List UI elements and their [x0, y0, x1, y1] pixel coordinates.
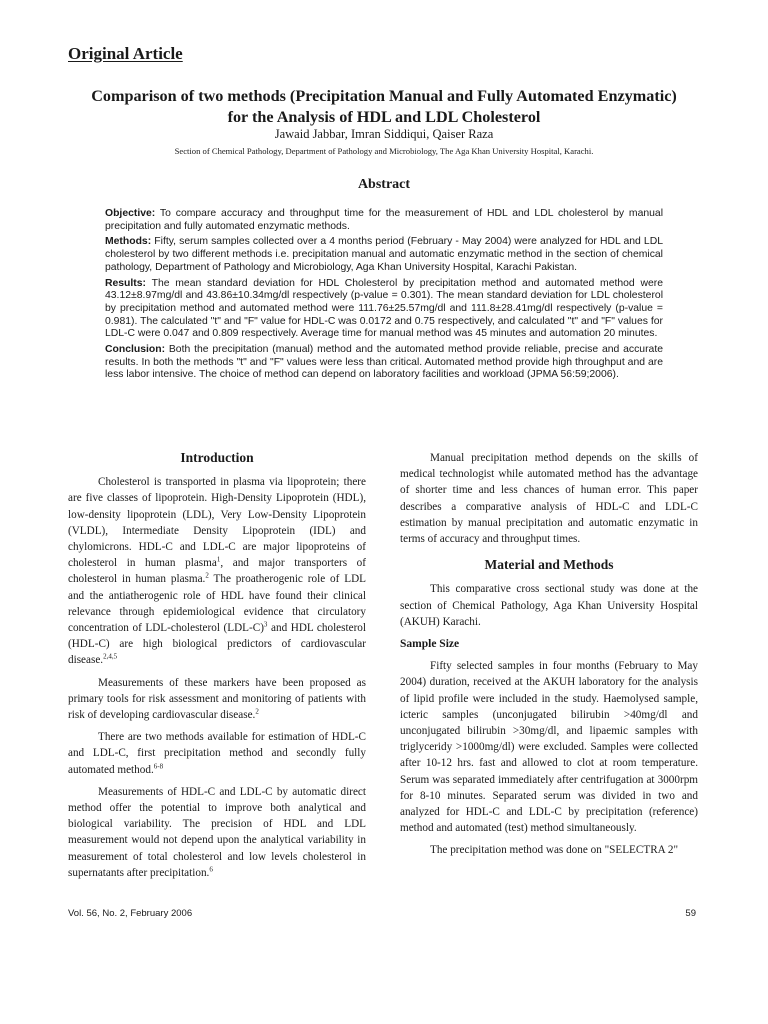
results-text: The mean standard deviation for HDL Cholesterol by precipitation method and automated method were 43.12±8.97mg/dl and 43.86±10.34mg/dl respectively (p-value = 0.301). The mean standard deviation for LDL cholesterol by precipitation method and automated method were 111.76±25.57mg/dl and 111.8±28.41mg/dl respectively (p-value = 0.981). The calculated "t" and "F" value for HDL-C was 0.0172 and 0.75 respectively, and calculated "t" and "F" values for LDL-C were 0.047 and 0.809 respectively. Average time for manual method was 45 minutes and automation 20 minutes. [105, 277, 663, 340]
citation-ref: 1 [216, 555, 221, 564]
intro-paragraph-4 [68, 784, 366, 881]
abstract-conclusion [105, 344, 663, 382]
intro-p2-text: Measurements of these markers have been proposed as primary tools for risk assessment and monitoring of patients with risk of developing cardiovascular disease. [68, 676, 366, 722]
citation-ref: 2,4,5 [103, 652, 118, 661]
methods-label: Methods: [105, 236, 152, 248]
intro-paragraph-1 [68, 474, 366, 668]
abstract-objective [105, 208, 663, 233]
material-methods-heading: Material and Methods [484, 557, 614, 573]
intro-p1-text-c: The proatherogenic role of LDL and the antiatherogenic role of HDL have found their clinical relevance through epidemiological evidence that circulatory concentration of LDL-cholesterol (LDL-C) [68, 573, 366, 635]
journal-volume-footer: Vol. 56, No. 2, February 2006 [68, 908, 193, 919]
intro-p1-text-b: , and major transporters of cholesterol in human plasma. [68, 557, 366, 586]
methods-paragraph-1: This comparative cross sectional study was done at the section of Chemical Pathology, Aga Khan University Hospital (AKUH) Karachi. [400, 583, 698, 628]
citation-ref: 6 [209, 865, 213, 874]
citation-ref: 3 [263, 620, 268, 629]
citation-ref: 2 [255, 707, 259, 716]
intro-paragraph-3 [68, 729, 366, 778]
citation-ref: 2 [205, 571, 209, 580]
intro-paragraph-5: Manual precipitation method depends on the skills of medical technologist while automated method has the advantage of shorter time and less chances of human error. This paper describes a comparative analysis of HDL-C and LDL-C estimation by manual precipitation and automatic enzymatic in terms of accuracy and throughput times. [400, 452, 698, 546]
conclusion-label: Conclusion: [105, 344, 166, 356]
article-title: Comparison of two methods (Precipitation Manual and Fully Automated Enzymatic) for the Analysis of HDL and LDL Cholesterol [91, 87, 677, 126]
methods-paragraph-2: Fifty selected samples in four months (February to May 2004) duration, received at the AKUH laboratory for the analysis of lipid profile were included in the study. Haemolysed sample, icteric samples (unconjugated bilirubin >40mg/dl and unconjugated bilirubin >30mg/dl, and lipaemic samples with triglyceridy >1000mg/dl) were excluded. Samples were collected after 10-12 hrs. fast and allowed to clot at room temperature. Serum was separated immediately after centrifugation at 3000rpm for 8-10 minutes. Separated serum was divided in two and analyzed for HDL-C and LDL-C by precipitation (reference) method and automated (test) method simultaneously. [400, 660, 698, 835]
abstract-heading: Abstract [357, 177, 411, 192]
author-affiliation: Section of Chemical Pathology, Department of Pathology and Microbiology, The Aga Khan University Hospital, Karachi. [174, 146, 594, 156]
intro-p3-text: There are two methods available for estimation of HDL-C and LDL-C, first precipitation method and secondly fully automated method. [68, 731, 366, 776]
methods-text: Fifty, serum samples collected over a 4 months period (February - May 2004) were analyzed for HDL and LDL cholesterol by two different methods i.e. precipitation manual and automatic enzymatic method in the section of chemical pathology, Department of Pathology and Microbiology, Aga Khan University Hospital, Karachi Pakistan. [105, 236, 663, 273]
left-column [68, 450, 366, 887]
results-label: Results: [105, 277, 146, 289]
objective-text: To compare accuracy and throughput time for the measurement of HDL and LDL cholesterol by manual precipitation and fully automated enzymatic methods. [105, 208, 663, 232]
sample-size-heading: Sample Size [400, 638, 460, 651]
objective-label: Objective: [105, 208, 156, 219]
methods-paragraph-3: The precipitation method was done on "SELECTRA 2" [430, 844, 679, 857]
intro-p1-text-d: and HDL cholesterol (HDL-C) are high biological predictors of cardiovascular disease. [68, 622, 367, 667]
introduction-heading: Introduction [180, 450, 254, 465]
citation-ref: 6-8 [153, 761, 164, 770]
conclusion-text: Both the precipitation (manual) method and the automated method provide reliable, precise and accurate results. In both the methods "t" and "F" values were less than critical. Automated method provide high throughput and are less labor intensive. The choice of method can depend on laboratory facilities and workload (JPMA 56:59;2006). [105, 344, 663, 381]
abstract-body [105, 208, 663, 385]
page-number: 59 [685, 908, 696, 919]
abstract-methods [105, 236, 663, 274]
article-authors: Jawaid Jabbar, Imran Siddiqui, Qaiser Raza [274, 127, 494, 141]
article-type-label: Original Article [68, 44, 183, 63]
right-column [400, 450, 698, 865]
intro-p4-text: Measurements of HDL-C and LDL-C by automatic direct method offer the potential to improve both analytical and biological variability. The precision of HDL and LDL measurement would not depend upon the analytical variability in measurement of total cholesterol and low levels cholesterol in supernatants after precipitation. [68, 785, 366, 879]
intro-p1-text-a: Cholesterol is transported in plasma via lipoprotein; there are five classes of lipoprotein. High-Density Lipoprotein (HDL), low-density lipoprotein (LDL), Very Low-Density Lipoprotein (VLDL), Intermediate Density Lipoprotein (IDL) and chylomicrons. HDL-C and LDL-C are major lipoproteins of cholesterol in human plasma [68, 476, 366, 570]
intro-paragraph-2 [68, 675, 366, 724]
abstract-results [105, 278, 663, 342]
